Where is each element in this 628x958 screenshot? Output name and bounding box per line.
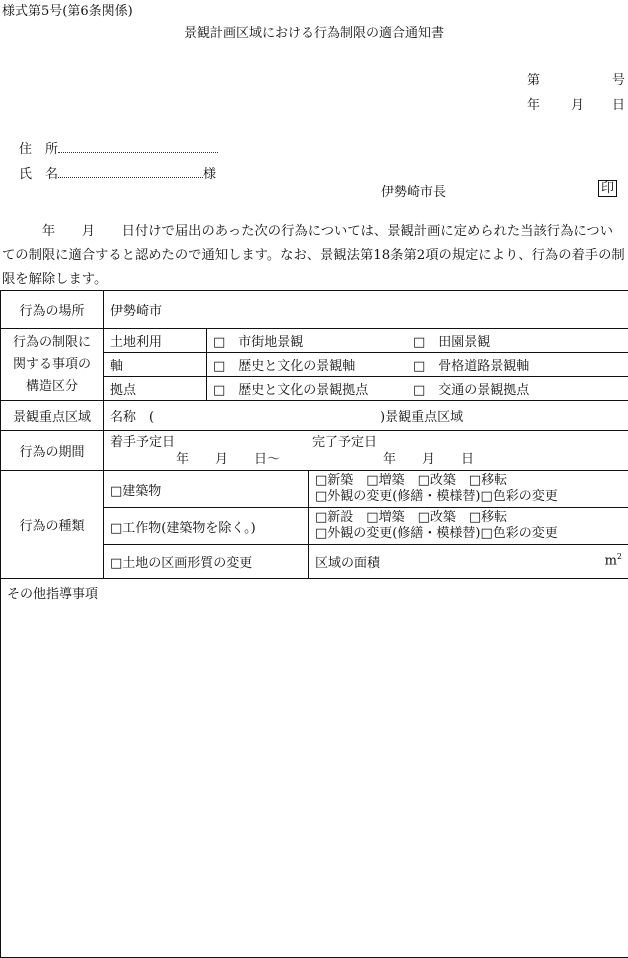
type-label: 行為の種類 [1, 471, 104, 579]
location-label: 行為の場所 [1, 291, 104, 329]
area-field[interactable]: 区域の面積 $m^2$ [309, 545, 628, 579]
restriction-category: 土地利用 [104, 329, 207, 353]
restriction-category: 拠点 [104, 377, 207, 401]
option-transit-hub[interactable]: □ 交通の景観拠点 [413, 383, 530, 398]
seal-mark: 印 [598, 180, 617, 197]
building-details[interactable]: □新築 □増築 □改築 □移転 □外観の変更(修繕・模様替)□色彩の変更 [309, 471, 628, 508]
restriction-options [207, 377, 628, 401]
start-date: 年 月 日〜 [176, 451, 281, 467]
location-value[interactable]: 伊勢崎市 [104, 291, 628, 329]
number-suffix: 号 [612, 73, 626, 88]
building-option[interactable]: □建築物 [104, 471, 309, 508]
date-year: 年 [527, 98, 541, 113]
end-date: 年 月 日 [383, 451, 475, 467]
restriction-category: 軸 [104, 353, 207, 377]
form-table [0, 290, 628, 958]
name-line[interactable] [58, 165, 203, 178]
page-title: 景観計画区域における行為制限の適合通知書 [183, 26, 444, 41]
period-value[interactable] [104, 431, 628, 471]
address-line[interactable] [58, 140, 218, 153]
end-label: 完了予定日 [312, 434, 378, 450]
option-history-hub[interactable]: □ 歴史と文化の景観拠点 [213, 383, 369, 398]
focus-area-label: 景観重点区域 [1, 401, 104, 431]
number-label: 第 [527, 73, 541, 88]
honorific: 様 [203, 167, 217, 182]
restriction-options [207, 353, 628, 377]
option-history-axis[interactable]: □ 歴史と文化の景観軸 [213, 359, 356, 374]
period-label: 行為の期間 [1, 431, 104, 471]
other-guidance[interactable]: その他指導事項 [1, 579, 628, 958]
structure-details[interactable]: □新設 □増築 □改築 □移転 □外観の変更(修繕・模様替)□色彩の変更 [309, 508, 628, 545]
address-field[interactable] [19, 138, 218, 157]
land-change-option[interactable]: □土地の区画形質の変更 [104, 545, 309, 579]
name-label: 氏 名 [19, 167, 59, 182]
focus-area-value[interactable]: 名称 ( )景観重点区域 [104, 401, 628, 431]
date-month: 月 [571, 98, 585, 113]
option-road-axis[interactable]: □ 骨格道路景観軸 [413, 359, 530, 374]
issuer-name: 伊勢崎市長 [381, 185, 447, 200]
name-field[interactable] [19, 163, 216, 182]
date-day: 日 [612, 98, 626, 113]
form-number: 様式第5号(第6条関係) [2, 4, 133, 19]
restriction-label: 行為の制限に関する事項の構造区分 [1, 329, 104, 401]
restriction-options [207, 329, 628, 353]
structure-option[interactable]: □工作物(建築物を除く。) [104, 508, 309, 545]
address-label: 住 所 [19, 142, 59, 157]
start-label: 着手予定日 [110, 434, 176, 450]
option-urban[interactable]: □ 市街地景観 [213, 335, 304, 350]
option-rural[interactable]: □ 田園景観 [413, 335, 491, 350]
notice-body: 年 月 日付けで届出のあった次の行為については、景観計画に定められた当該行為についての制限に適合すると認めたので通知します。なお、景観法第18条第2項の規定により、行為の着手の制限を解除します。 [2, 224, 625, 287]
